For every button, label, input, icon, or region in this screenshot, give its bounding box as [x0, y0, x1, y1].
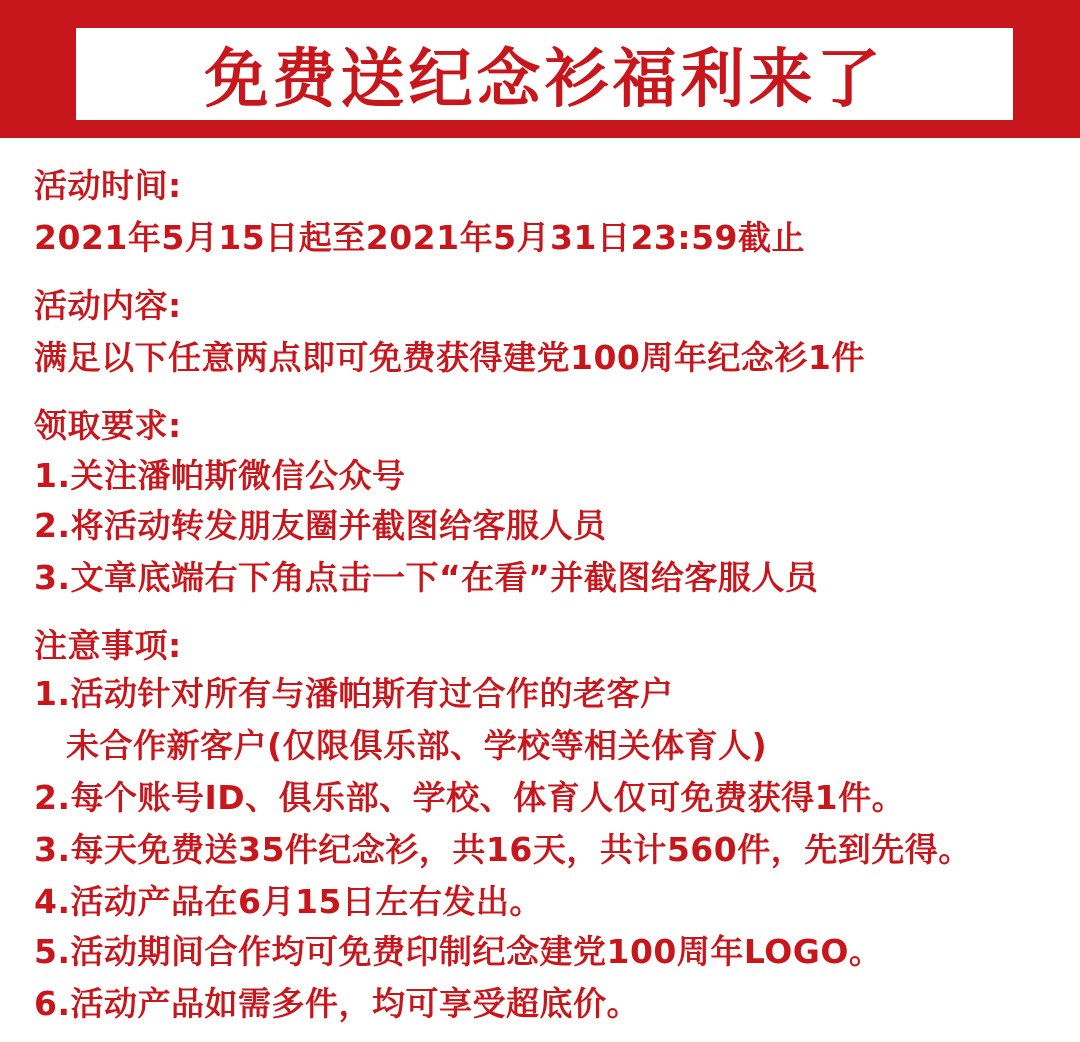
requirements-heading: 领取要求:	[34, 406, 182, 445]
note-item-continuation: 未合作新客户(仅限俱乐部、学校等相关体育人)	[66, 726, 768, 765]
requirement-item: 1.关注潘帕斯微信公众号	[34, 456, 406, 495]
content-heading: 活动内容:	[34, 286, 182, 325]
note-item: 2.每个账号ID、俱乐部、学校、体育人仅可免费获得1件。	[34, 778, 906, 817]
page-title: 免费送纪念衫福利来了	[204, 43, 885, 117]
time-heading: 活动时间:	[34, 166, 182, 205]
note-item: 5.活动期间合作均可免费印制纪念建党100周年LOGO。	[34, 932, 883, 971]
note-item: 4.活动产品在6月15日左右发出。	[34, 882, 543, 921]
content-value: 满足以下任意两点即可免费获得建党100周年纪念衫1件	[34, 338, 865, 377]
requirement-item: 3.文章底端右下角点击一下“在看”并截图给客服人员	[34, 558, 819, 597]
note-item: 6.活动产品如需多件，均可享受超底价。	[34, 984, 640, 1023]
requirement-item: 2.将活动转发朋友圈并截图给客服人员	[34, 506, 607, 545]
note-item: 1.活动针对所有与潘帕斯有过合作的老客户	[34, 674, 674, 713]
header-banner	[0, 0, 1080, 138]
time-value: 2021年5月15日起至2021年5月31日23:59截止	[34, 218, 806, 257]
note-item: 3.每天免费送35件纪念衫，共16天，共计560件，先到先得。	[34, 830, 972, 869]
notes-heading: 注意事项:	[34, 626, 182, 665]
title-box	[76, 28, 1013, 120]
